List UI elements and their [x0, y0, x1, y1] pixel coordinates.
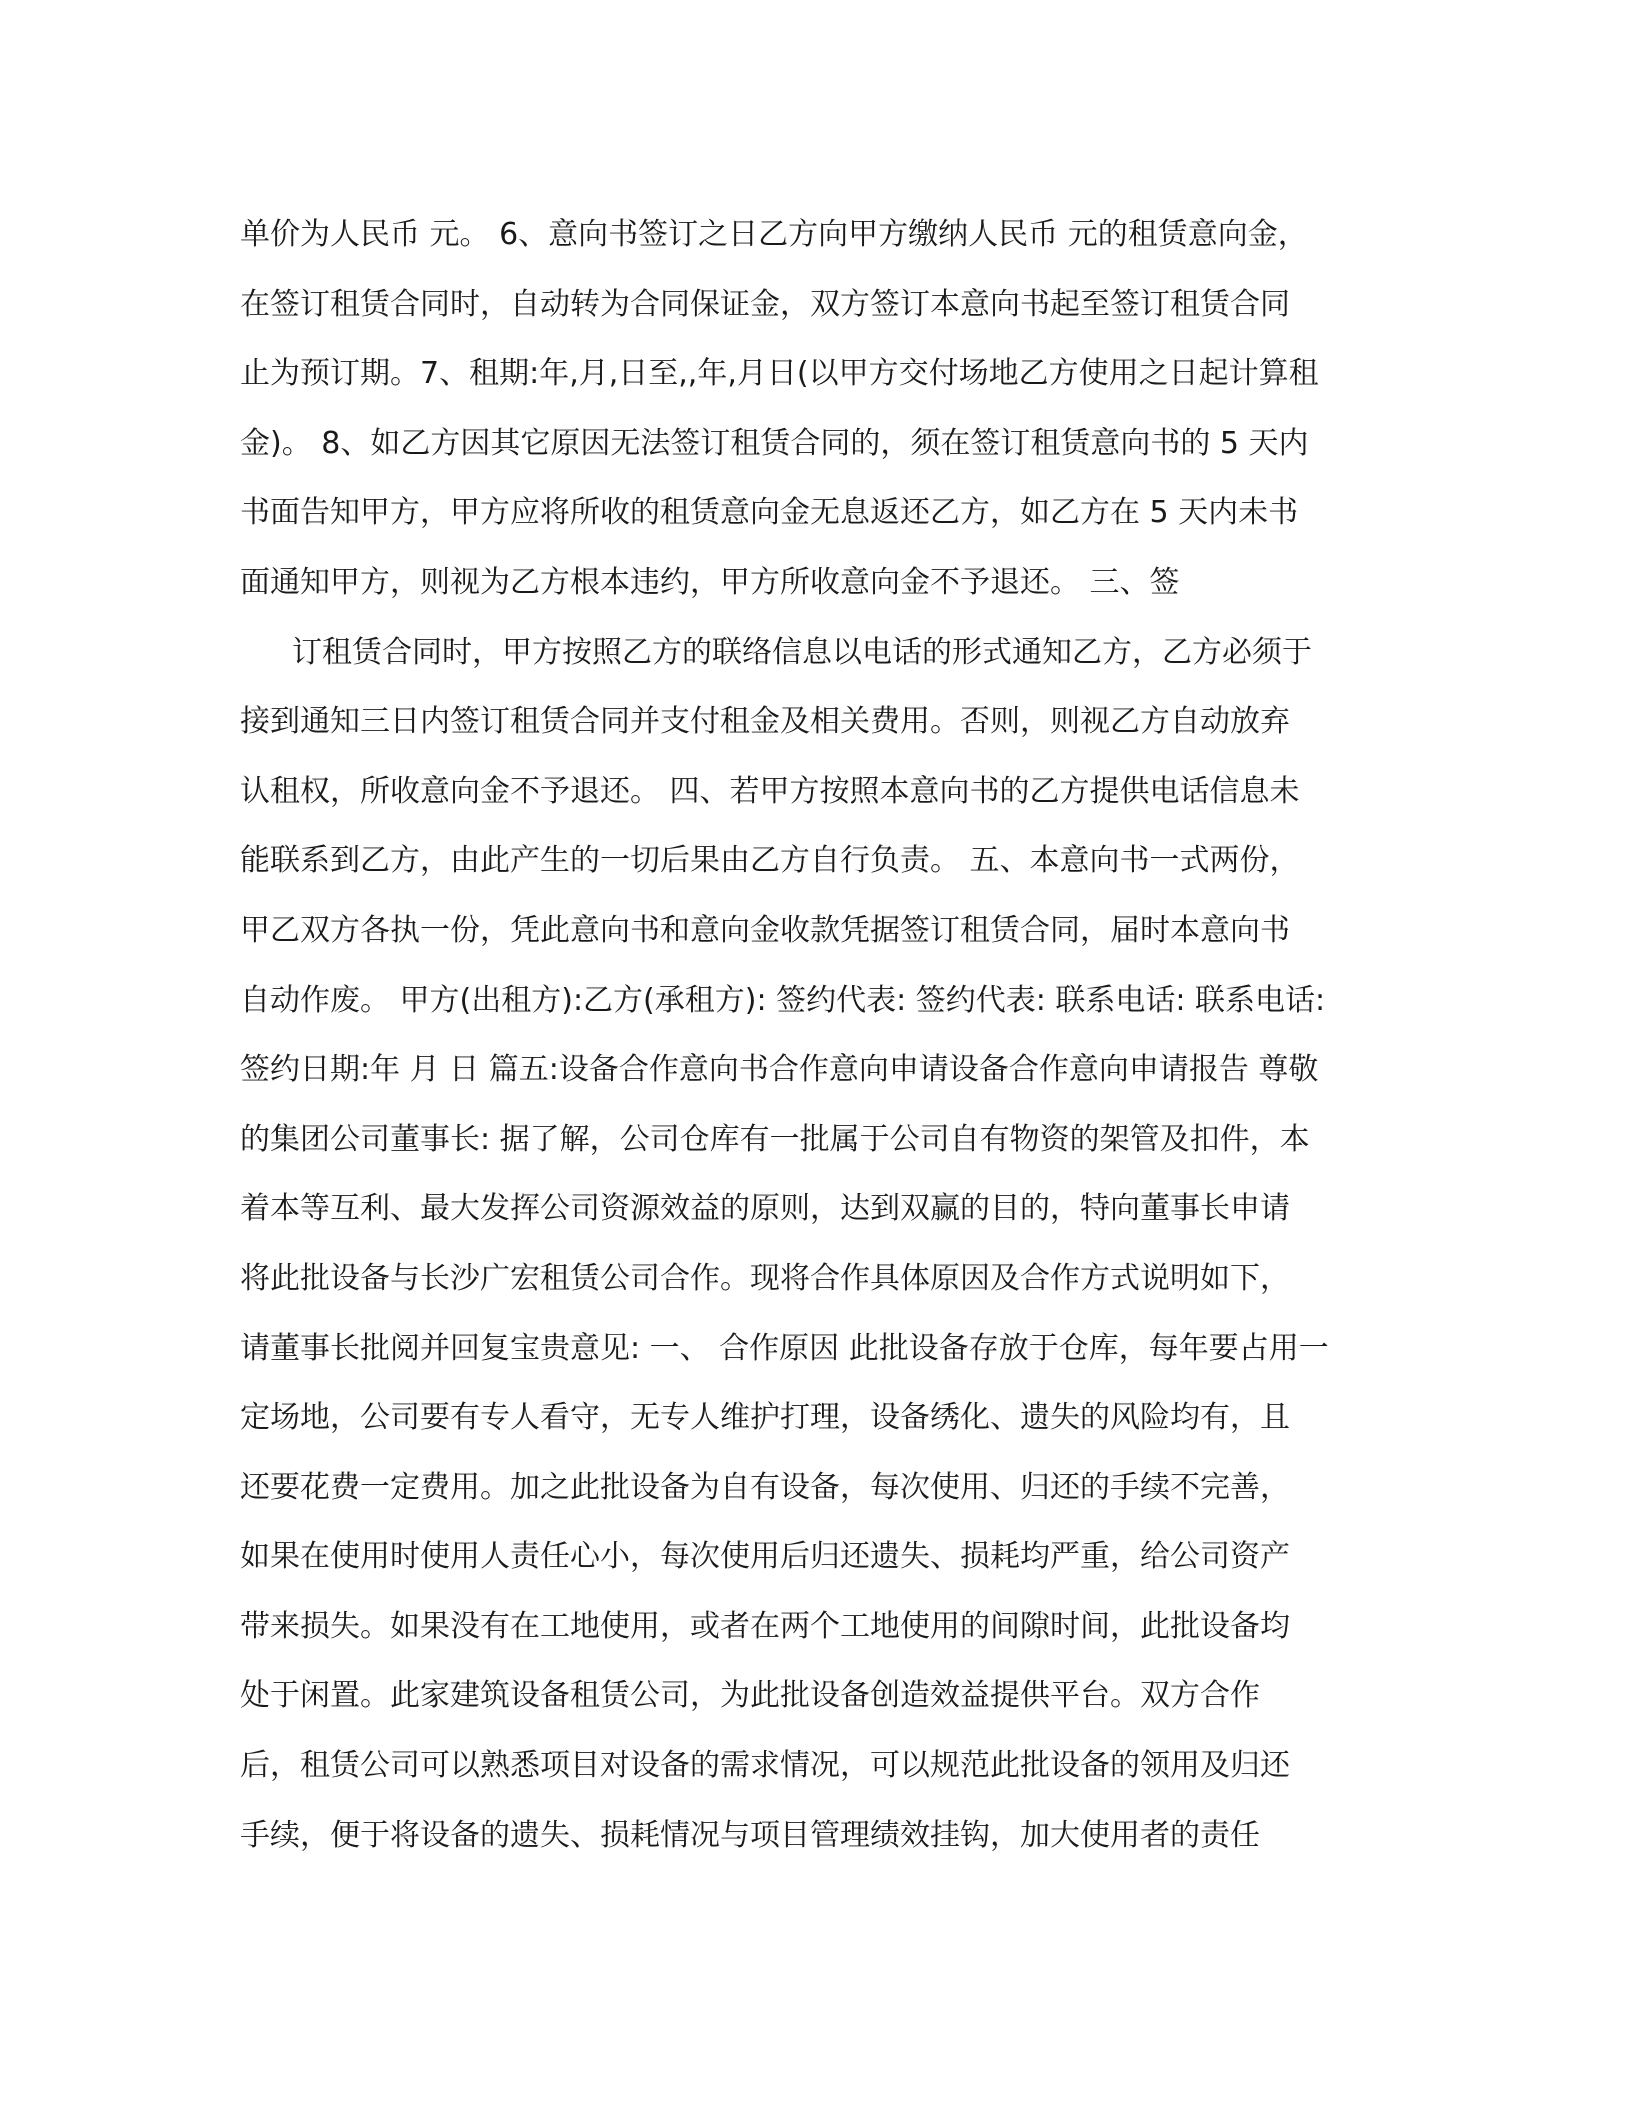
text-line: 单价为人民币 元。 6、意向书签订之日乙方向甲方缴纳人民币 元的租赁意向金，	[240, 217, 1308, 252]
text-line: 在签订租赁合同时，自动转为合同保证金，双方签订本意向书起至签订租赁合同	[240, 286, 1290, 322]
document-body	[240, 200, 1400, 1870]
text-line: 接到通知三日内签订租赁合同并支付租金及相关费用。否则，则视乙方自动放弃	[240, 704, 1290, 740]
text-line-indented: 订租赁合同时，甲方按照乙方的联络信息以电话的形式通知乙方，乙方必须于	[292, 634, 1312, 670]
text-line: 请董事长批阅并回复宝贵意见: 一、 合作原因 此批设备存放于仓库，每年要占用一	[240, 1330, 1329, 1366]
text-line: 的集团公司董事长: 据了解，公司仓库有一批属于公司自有物资的架管及扣件，本	[240, 1121, 1310, 1157]
text-line: 甲乙双方各执一份，凭此意向书和意向金收款凭据签订租赁合同，届时本意向书	[240, 912, 1290, 948]
text-line: 止为预订期。7、租期:年,月,日至,,年,月日(以甲方交付场地乙方使用之日起计算租	[240, 356, 1319, 392]
text-line: 着本等互利、最大发挥公司资源效益的原则，达到双赢的目的，特向董事长申请	[240, 1191, 1290, 1227]
text-line: 后，租赁公司可以熟悉项目对设备的需求情况，可以规范此批设备的领用及归还	[240, 1748, 1290, 1784]
text-line: 处于闲置。此家建筑设备租赁公司，为此批设备创造效益提供平台。双方合作	[240, 1678, 1260, 1714]
text-line: 签约日期:年 月 日 篇五:设备合作意向书合作意向申请设备合作意向申请报告 尊敬	[240, 1052, 1319, 1088]
text-line: 手续，便于将设备的遗失、损耗情况与项目管理绩效挂钩，加大使用者的责任	[240, 1817, 1260, 1853]
text-line: 定场地，公司要有专人看守，无专人维护打理，设备绣化、遗失的风险均有，且	[240, 1400, 1290, 1436]
text-line: 面通知甲方，则视为乙方根本违约，甲方所收意向金不予退还。 三、签	[240, 564, 1180, 600]
text-line: 金)。 8、如乙方因其它原因无法签订租赁合同的，须在签订租赁意向书的 5 天内	[240, 425, 1309, 461]
text-line: 带来损失。如果没有在工地使用，或者在两个工地使用的间隙时间，此批设备均	[240, 1608, 1290, 1644]
text-line: 认租权，所收意向金不予退还。 四、若甲方按照本意向书的乙方提供电话信息未	[240, 773, 1300, 809]
text-line: 将此批设备与长沙广宏租赁公司合作。现将合作具体原因及合作方式说明如下，	[240, 1260, 1290, 1296]
text-line: 如果在使用时使用人责任心小，每次使用后归还遗失、损耗均严重，给公司资产	[240, 1539, 1290, 1575]
text-line: 能联系到乙方，由此产生的一切后果由乙方自行负责。 五、本意向书一式两份，	[240, 843, 1300, 879]
text-line: 自动作废。 甲方(出租方):乙方(承租方): 签约代表: 签约代表: 联系电话: 联系电话:	[240, 982, 1326, 1018]
text-line: 还要花费一定费用。加之此批设备为自有设备，每次使用、归还的手续不完善，	[240, 1469, 1290, 1505]
text-line: 书面告知甲方，甲方应将所收的租赁意向金无息返还乙方，如乙方在 5 天内未书	[240, 495, 1299, 531]
